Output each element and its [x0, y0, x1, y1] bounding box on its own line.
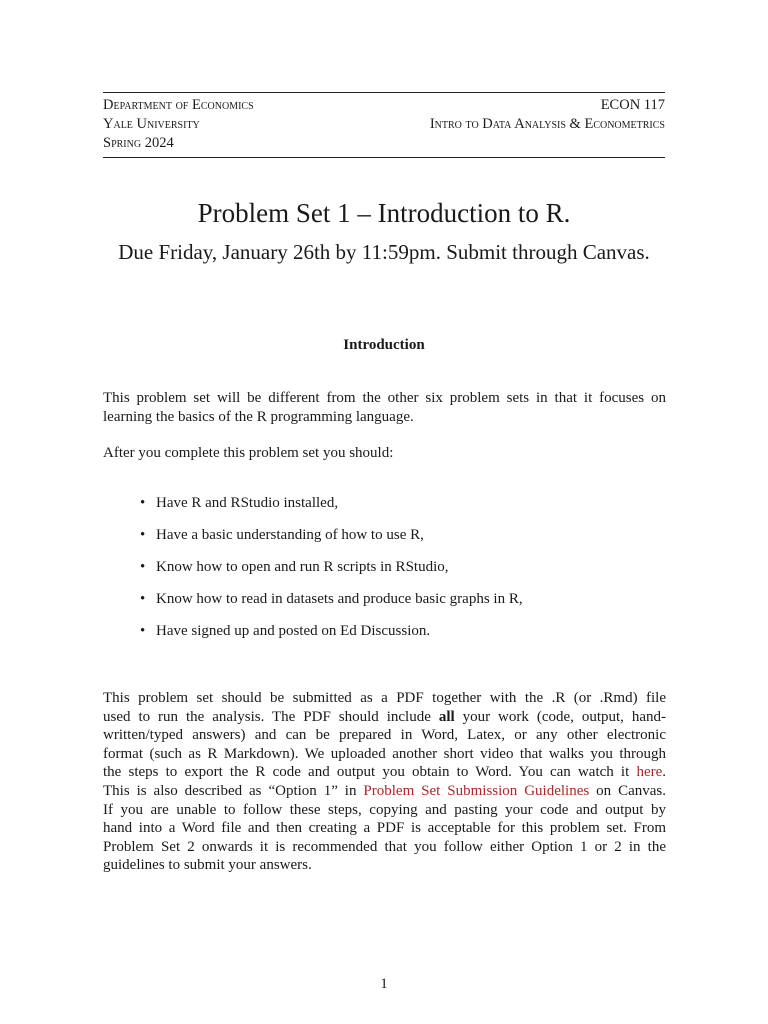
- text-run: your work (code, output, hand-: [454, 708, 667, 725]
- text-run: the steps to export the R code and output you obtain to Word. You can watch it: [103, 764, 637, 781]
- due-date-subtitle: Due Friday, January 26th by 11:59pm. Submit through Canvas.: [118, 240, 650, 264]
- course-code: ECON 117: [600, 97, 665, 113]
- paragraph-line: This problem set should be submitted as a PDF together with the .R (or .Rmd) file: [103, 690, 666, 706]
- intro-paragraph: This problem set will be different from the other six problem sets in that it focuses on learning the basics of the R programming language.: [103, 390, 666, 425]
- submission-guidelines-link[interactable]: Problem Set Submission Guidelines: [363, 782, 590, 799]
- paragraph-line: written/typed answers) and can be prepared in Word, Latex, or any other electronic: [103, 727, 666, 744]
- outcomes-lead-paragraph: After you complete this problem set you should:: [103, 445, 394, 461]
- list-item: [140, 526, 523, 558]
- bullet-icon: •: [140, 623, 146, 639]
- paragraph-line: If you are unable to follow these steps, copying and pasting your code and output by: [103, 801, 666, 818]
- department-name: Department of Economics: [103, 97, 254, 113]
- section-heading-introduction: Introduction: [343, 337, 425, 353]
- list-item-text: Have a basic understanding of how to use R,: [156, 527, 424, 543]
- outcomes-list: [140, 494, 523, 654]
- course-title: Intro to Data Analysis & Econometrics: [429, 116, 665, 132]
- list-item-text: Have signed up and posted on Ed Discussion.: [156, 623, 431, 639]
- course-header: [103, 92, 665, 158]
- list-item: [140, 494, 523, 526]
- list-item-text: Know how to read in datasets and produce basic graphs in R,: [156, 591, 523, 607]
- paragraph-line: guidelines to submit your answers.: [103, 857, 312, 874]
- list-item: [140, 558, 523, 590]
- list-item: [140, 590, 523, 622]
- list-item-text: Have R and RStudio installed,: [156, 495, 339, 511]
- paragraph-line: [103, 763, 666, 782]
- page-number: 1: [380, 976, 388, 992]
- text-run: on Canvas.: [589, 782, 666, 799]
- university-name: Yale University: [103, 116, 200, 132]
- paragraph-line: hand into a Word file and then creating a PDF is acceptable for this problem set. From: [103, 820, 666, 837]
- list-item: [140, 622, 523, 654]
- document-title: Problem Set 1 – Introduction to R.: [197, 198, 571, 228]
- header-right: [430, 96, 665, 134]
- paragraph-line: [103, 782, 666, 801]
- paragraph-line: Problem Set 2 onwards it is recommended that you follow either Option 1 or 2 in the: [103, 838, 666, 855]
- submission-paragraph: [103, 689, 666, 875]
- list-item-text: Know how to open and run R scripts in RStudio,: [156, 559, 449, 575]
- term: Spring 2024: [103, 135, 174, 151]
- paragraph-line: [103, 708, 666, 727]
- text-run: This is also described as “Option 1” in: [103, 782, 364, 799]
- emphasis-all: all: [438, 708, 455, 725]
- bullet-icon: •: [140, 495, 146, 511]
- text-run: used to run the analysis. The PDF should include: [103, 708, 439, 725]
- bullet-icon: •: [140, 527, 146, 543]
- text-run: .: [662, 764, 666, 781]
- bullet-icon: •: [140, 591, 146, 607]
- paragraph-line: format (such as R Markdown). We uploaded another short video that walks you through: [103, 745, 666, 762]
- header-left: [103, 96, 254, 153]
- bullet-icon: •: [140, 559, 146, 575]
- video-here-link[interactable]: here: [636, 764, 663, 781]
